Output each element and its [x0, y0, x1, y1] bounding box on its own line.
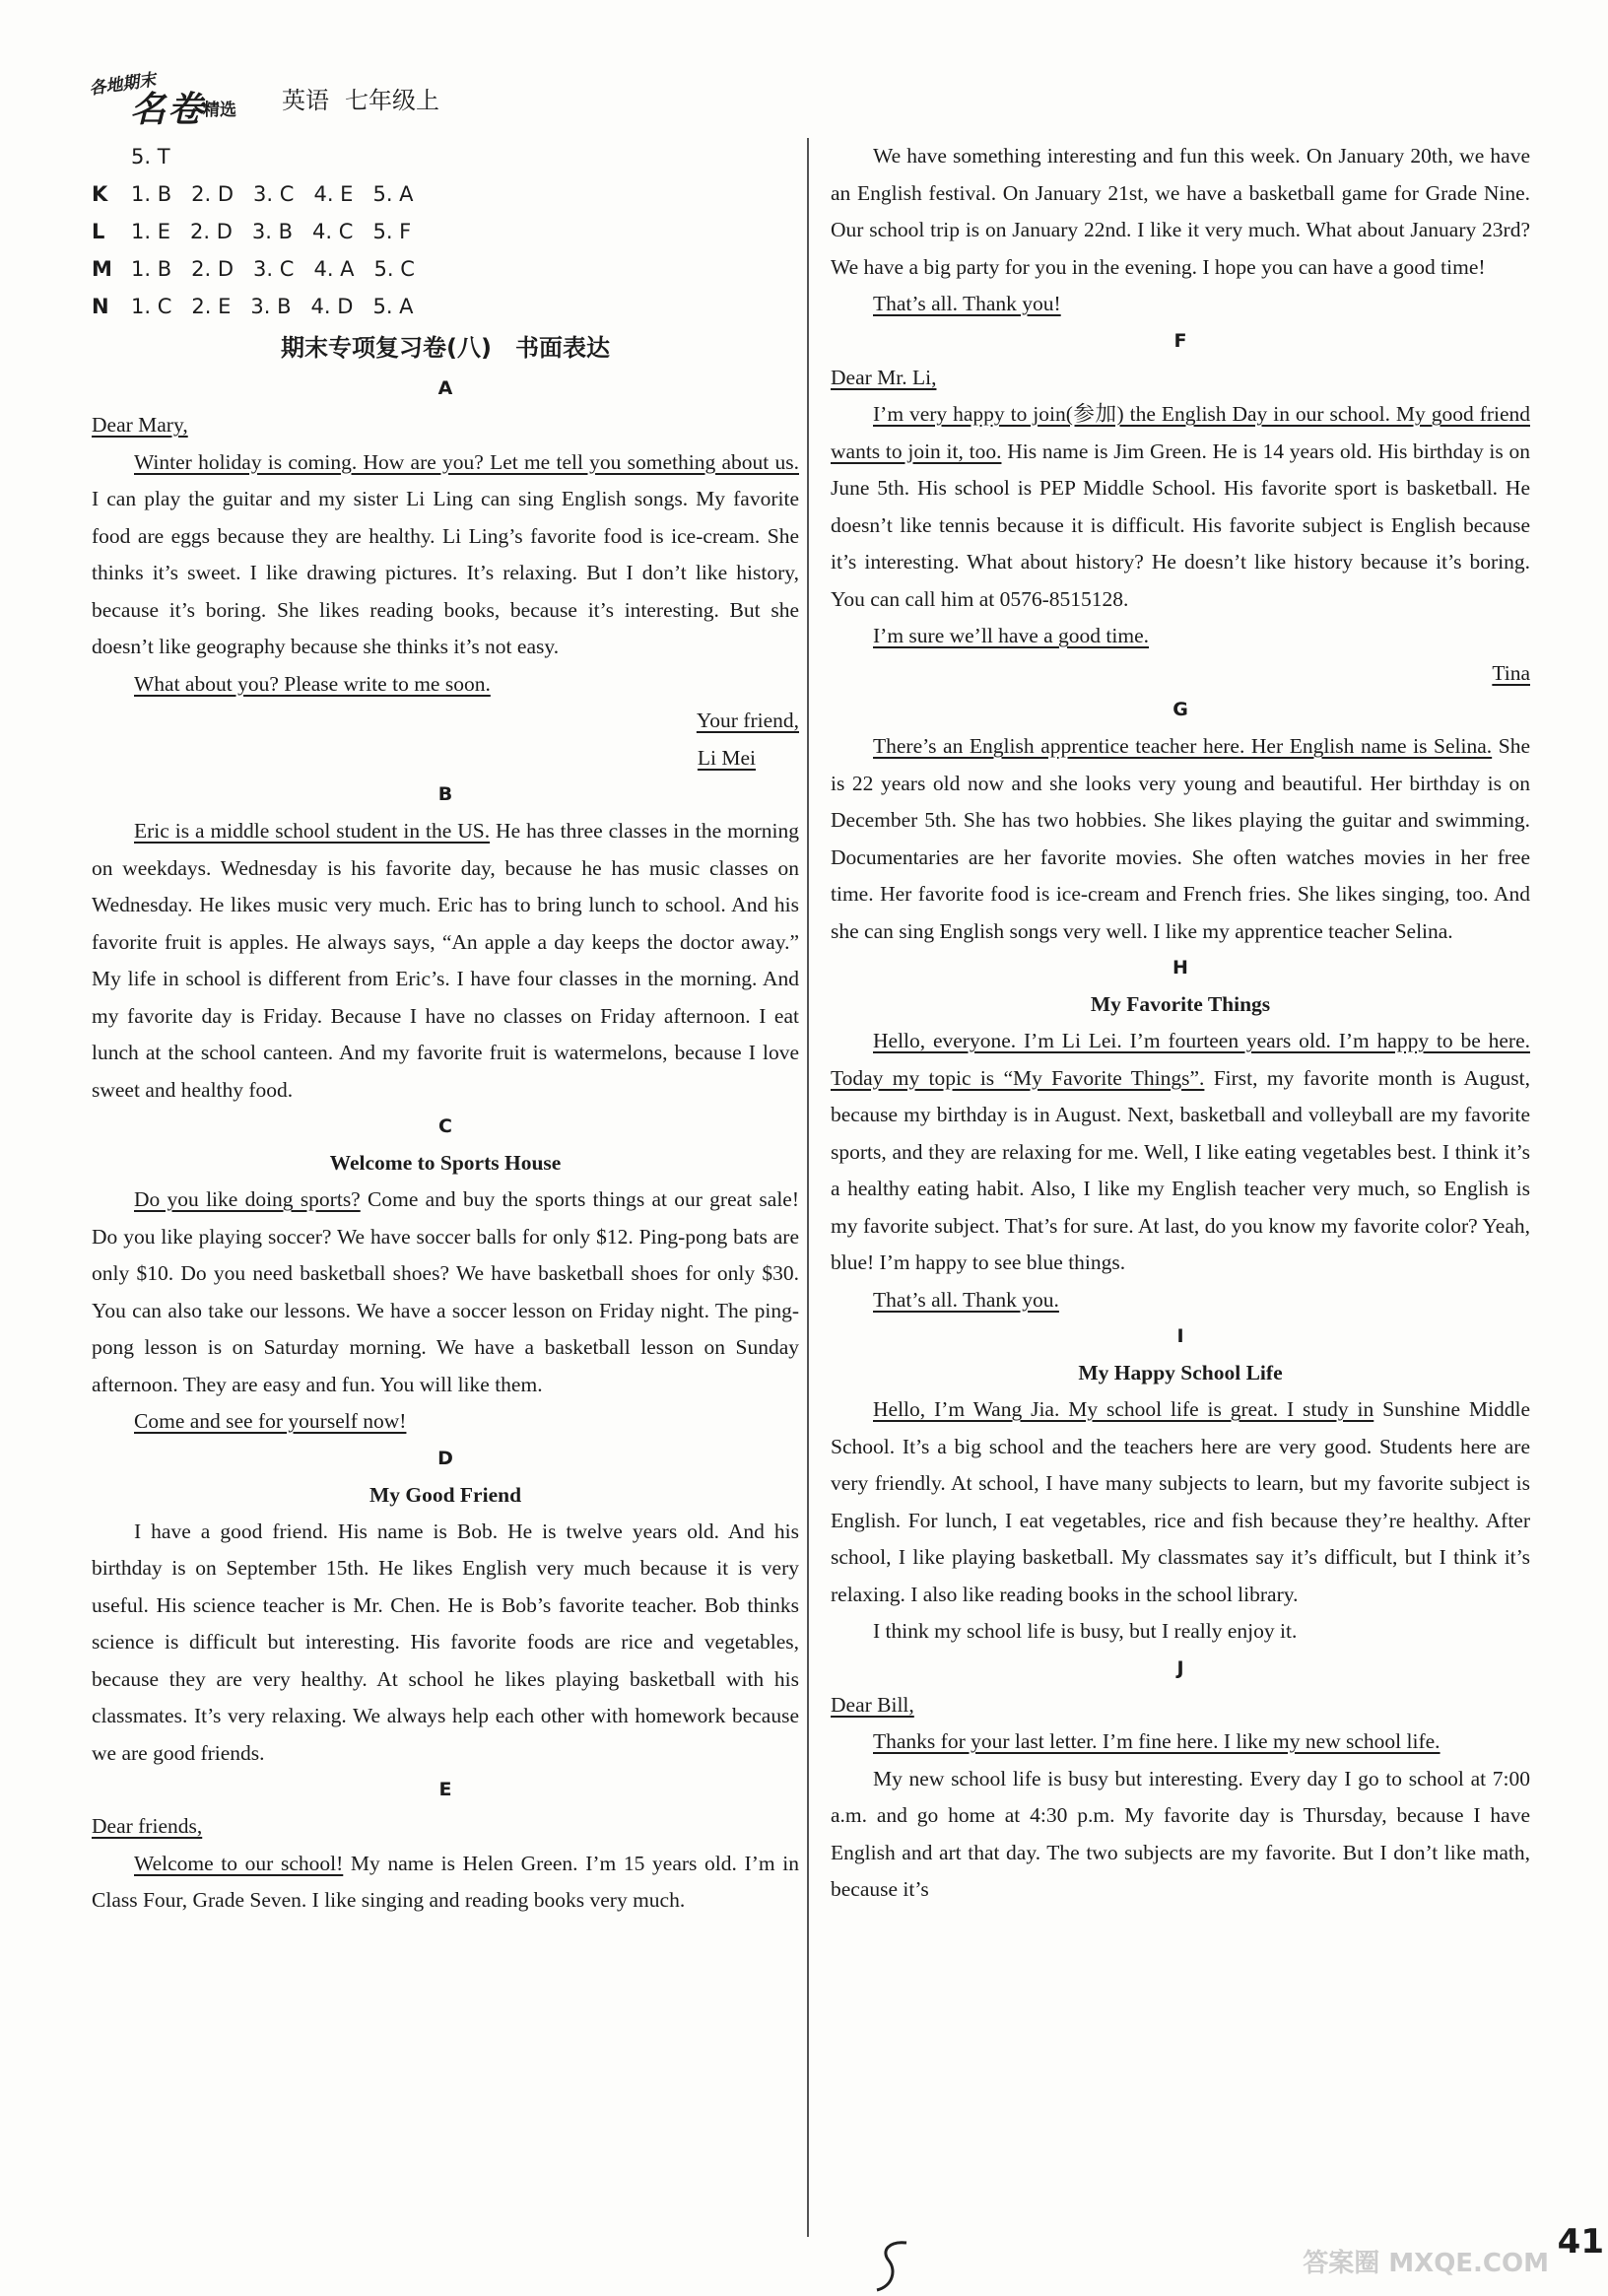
passage-letter-e: E: [438, 1779, 452, 1800]
closing: What about you? Please write to me soon.: [134, 671, 491, 696]
signature-name: Li Mei: [697, 745, 756, 770]
passage-i-title: My Happy School Life: [1078, 1361, 1283, 1384]
passage-c-title: Welcome to Sports House: [329, 1151, 562, 1175]
passage-f-body: I’m very happy to join(参加) the English Day in our school. My good friend wants to join it, too. His name is Jim Green. He is 14 years old. His birthday is on June 5th. His school is PEP Middle School. His favorite sport is basketball. He doesn’t like tennis because it is difficult. His favorite subject is English because it’s interesting. What about history? He doesn’t like history because it’s boring. You can call him at 0576-8515128.: [831, 402, 1531, 611]
greeting: Dear friends,: [92, 1814, 203, 1838]
passage-j-intro: Thanks for your last letter. I’m fine here. I like my new school life.: [873, 1729, 1440, 1753]
page-header: [88, 70, 439, 129]
answer-row: 5. T: [131, 145, 170, 169]
grade-label: 七年级上: [345, 86, 439, 114]
passage-c-body: Do you like doing sports? Come and buy the sports things at our great sale! Do you like playing soccer? We have soccer balls for only $12. Ping-pong bats are only $10. Do you need basketball shoes? We have basketball shoes for only $30. You can also take our lessons. We have a soccer lesson on Friday night. The ping-pong lesson is on Saturday morning. We have a basketball lesson on Sunday afternoon. They are easy and fun. You will like them.: [92, 1187, 799, 1396]
logo-top-text: 各地期末: [88, 70, 158, 99]
passage-b-body: Eric is a middle school student in the US. He has three classes in the morning on weekdays. Wednesday is his favorite day, because he has music classes on Wednesday. He likes music very much. Eric has to bring lunch to school. And his favorite fruit is apples. He always says, “An apple a day keeps the doctor away.” My life in school is different from Eric’s. I have four classes in the morning. And my favorite day is Friday. Because I have no classes on Friday afternoon. I eat lunch at the school canteen. And my favorite fruit is watermelons, because I love sweet and healthy food.: [92, 819, 799, 1102]
column-divider: [807, 138, 809, 2237]
handwritten-mark-icon: [867, 2237, 926, 2296]
passage-letter-i: I: [1176, 1325, 1184, 1347]
closing: Come and see for yourself now!: [134, 1409, 407, 1433]
greeting: Dear Bill,: [831, 1692, 914, 1717]
page-number: 41: [1557, 2222, 1604, 2262]
signature: Your friend,: [696, 709, 799, 732]
answer-row: M 1. B 2. D 3. C 4. A 5. C: [92, 257, 415, 281]
closing: I’m sure we’ll have a good time.: [873, 624, 1150, 647]
passage-letter-f: F: [1173, 329, 1187, 352]
passage-letter-c: C: [438, 1115, 452, 1137]
passage-j-body: My new school life is busy but interesting. Every day I go to school at 7:00 a.m. and go home at 4:30 p.m. My favorite day is Thursday, because I have English and art that day. The two subjects are my favorite. But I don’t like math, because it’s: [831, 1766, 1530, 1901]
passage-letter-a: A: [437, 377, 453, 399]
closing: That’s all. Thank you!: [873, 292, 1061, 315]
greeting: Dear Mr. Li,: [831, 365, 937, 389]
passage-letter-g: G: [1172, 699, 1188, 720]
right-column: [831, 138, 1530, 1909]
passage-h-body: Hello, everyone. I’m Li Lei. I’m fourteen years old. I’m happy to be here. Today my topic is “My Favorite Things”. First, my favorite month is August, because my birthday is in August. Next, basketball and volleyball are my favorite sports, and they are relaxing for me. Well, I like eating vegetables best. I think it’s a healthy eating habit. Also, I like my English teacher very much, so English is my favorite subject. That’s for sure. At last, do you know my favorite color? Yeah, blue! I’m happy to see blue things.: [831, 1029, 1530, 1274]
answer-row: K 1. B 2. D 3. C 4. E 5. A: [92, 182, 414, 206]
passage-i-body: Hello, I’m Wang Jia. My school life is great. I study in Sunshine Middle School. It’s a big school and the teachers here are very good. Students here are very friendly. At school, I have many subjects to learn, but my favorite subject is English. For lunch, I eat vegetables, rice and fish because they’re healthy. After school, I like playing basketball. My classmates say it’s difficult, but I think it’s relaxing. I also like reading books in the school library.: [831, 1397, 1530, 1606]
left-column: [92, 138, 799, 1920]
passage-h-title: My Favorite Things: [1090, 992, 1271, 1016]
passage-d-title: My Good Friend: [368, 1482, 522, 1507]
book-logo: [88, 70, 266, 129]
passage-d-body: I have a good friend. His name is Bob. He is twelve years old. And his birthday is on September 15th. He likes English very much because it is very useful. His science teacher is Mr. Chen. He is Bob’s favorite teacher. Bob thinks science is difficult but interesting. His favorite foods are rice and vegetables, because they are very healthy. At school he likes playing basketball with his classmates. It’s very relaxing. We always help each other with homework because we are good friends.: [92, 1519, 799, 1765]
answer-row: L 1. E 2. D 3. B 4. C 5. F: [92, 220, 412, 243]
passage-e-body-cont: We have something interesting and fun this week. On January 20th, we have an English festival. On January 21st, we have a basketball game for Grade Nine. Our school trip is on January 22nd. I like it very much. What about January 23rd? We have a big party for you in the evening. I hope you can have a good time!: [831, 144, 1530, 279]
answer-row: N 1. C 2. E 3. B 4. D 5. A: [92, 295, 414, 318]
passage-letter-b: B: [437, 783, 453, 805]
section-title: 期末专项复习卷(八) 书面表达: [281, 334, 610, 362]
greeting: Dear Mary,: [92, 413, 188, 437]
passage-letter-j: J: [1176, 1656, 1184, 1679]
closing: That’s all. Thank you.: [873, 1287, 1059, 1312]
passage-g-body: There’s an English apprentice teacher here. Her English name is Selina. She is 22 years old now and she looks very young and beautiful. Her birthday is on December 5th. She has two hobbies. She likes playing the guitar and swimming. Documentaries are her favorite movies. She often watches movies in her free time. Her favorite food is ice-cream and French fries. She likes singing, too. And she can sing English songs very well. I like my apprentice teacher Selina.: [831, 734, 1531, 943]
watermark: 答案圈 MXQE.COM: [1303, 2249, 1549, 2278]
passage-letter-d: D: [437, 1447, 453, 1469]
passage-letter-h: H: [1172, 957, 1188, 979]
subject-label: 英语: [282, 86, 329, 114]
closing: I think my school life is busy, but I really enjoy it.: [873, 1619, 1298, 1643]
passage-e-body: Welcome to our school! My name is Helen Green. I’m 15 years old. I’m in Class Four, Grade Seven. I like singing and reading books very much.: [92, 1851, 799, 1912]
logo-main-text: 名卷: [130, 90, 206, 129]
signature: Tina: [1492, 660, 1530, 685]
logo-sub-text: 精选: [203, 101, 236, 119]
passage-a-body: Winter holiday is coming. How are you? Let me tell you something about us. I can play the guitar and my sister Li Ling can sing English songs. My favorite food are eggs because they are healthy. Li Ling’s favorite food is ice-cream. She thinks it’s sweet. I like drawing pictures. It’s relaxing. But I don’t like history, because it’s boring. She likes reading books, because it’s interesting. But she doesn’t like geography because she thinks it’s not easy.: [92, 449, 799, 658]
